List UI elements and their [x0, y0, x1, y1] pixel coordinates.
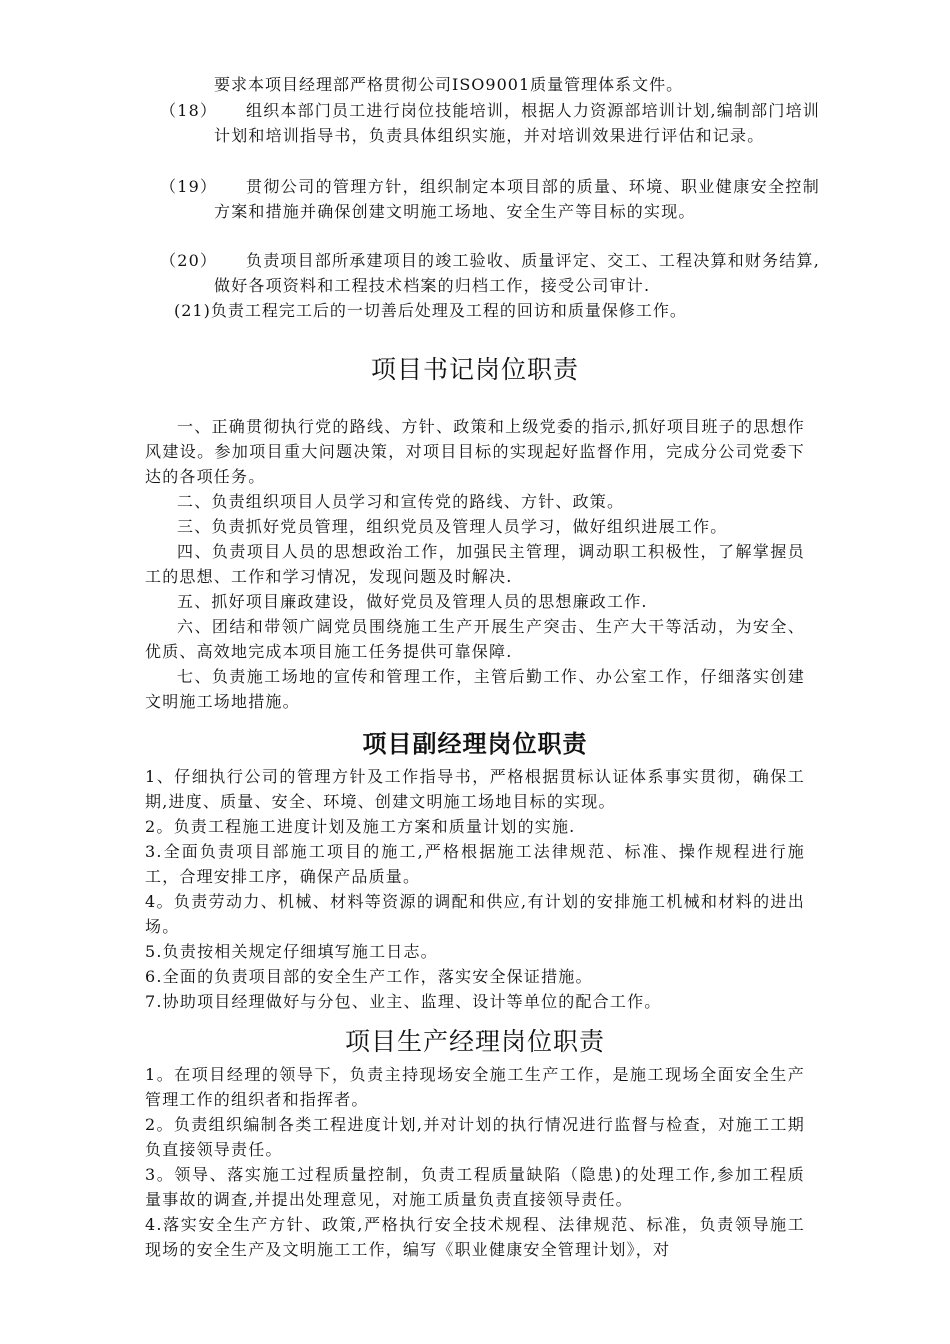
item-text: 组织本部门员工进行岗位技能培训，根据人力资源部培训计划,编制部门培训计划和培训指导书，负责具体组织实施，并对培训效果进行评估和记录。: [214, 101, 820, 145]
duty-paragraph: 3.全面负责项目部施工项目的施工,严格根据施工法律规范、标准、操作规程进行施工，合理安排工序，确保产品质量。: [145, 842, 805, 886]
duty-paragraph: 5.负责按相关规定仔细填写施工日志。: [145, 942, 438, 961]
item-number: （18）: [160, 101, 218, 120]
item-number: （19）: [160, 177, 218, 196]
duty-paragraph: 五、抓好项目廉政建设，做好党员及管理人员的思想廉政工作.: [177, 592, 648, 611]
continued-line: 要求本项目经理部严格贯彻公司ISO9001质量管理体系文件。: [214, 75, 684, 94]
deputy-duties: [145, 764, 805, 1014]
duty-paragraph: 七、负责施工场地的宣传和管理工作，主管后勤工作、办公室工作，仔细落实创建文明施工场地措施。: [145, 667, 805, 711]
duty-paragraph: 二、负责组织项目人员学习和宣传党的路线、方针、政策。: [177, 492, 625, 511]
duty-paragraph: 一、正确贯彻执行党的路线、方针、政策和上级党委的指示,抓好项目班子的思想作风建设。参加项目重大问题决策，对项目目标的实现起好监督作用，完成分公司党委下达的各项任务。: [145, 417, 805, 486]
duty-paragraph: 2。负责工程施工进度计划及施工方案和质量计划的实施.: [145, 817, 576, 836]
duty-paragraph: 1、仔细执行公司的管理方针及工作指导书，严格根据贯标认证体系事实贯彻，确保工期,进度、质量、安全、环境、创建文明施工场地目标的实现。: [145, 767, 805, 811]
section-title-deputy: 项目副经理岗位职责: [362, 729, 588, 758]
list-item-20: [160, 248, 820, 298]
duty-paragraph: 1。在项目经理的领导下，负责主持现场安全施工生产工作，是施工现场全面安全生产管理工作的组织者和指挥者。: [145, 1065, 805, 1109]
list-item-19: [160, 174, 820, 224]
duty-paragraph: 三、负责抓好党员管理，组织党员及管理人员学习，做好组织进展工作。: [177, 517, 728, 536]
duty-paragraph: 4。负责劳动力、机械、材料等资源的调配和供应,有计划的安排施工机械和材料的进出场。: [145, 892, 805, 936]
list-item-21: (21)负责工程完工后的一切善后处理及工程的回访和质量保修工作。: [174, 301, 687, 320]
section-title-production: 项目生产经理岗位职责: [344, 1027, 605, 1056]
duty-paragraph: 3。领导、落实施工过程质量控制，负责工程质量缺陷（隐患)的处理工作,参加工程质量事故的调查,并提出处理意见，对施工质量负责直接领导责任。: [145, 1165, 805, 1209]
item-text: 贯彻公司的管理方针，组织制定本项目部的质量、环境、职业健康安全控制方案和措施并确保创建文明施工场地、安全生产等目标的实现。: [214, 177, 820, 221]
duty-paragraph: 2。负责组织编制各类工程进度计划,并对计划的执行情况进行监督与检查，对施工工期负直接领导责任。: [145, 1115, 805, 1159]
duty-paragraph: 六、团结和带领广阔党员围绕施工生产开展生产突击、生产大干等活动，为安全、优质、高效地完成本项目施工任务提供可靠保障.: [145, 617, 805, 661]
duty-paragraph: 4.落实安全生产方针、政策,严格执行安全技术规程、法律规范、标准，负责领导施工现场的安全生产及文明施工工作，编写《职业健康安全管理计划》，对: [145, 1215, 805, 1259]
item-text: 负责项目部所承建项目的竣工验收、质量评定、交工、工程决算和财务结算,做好各项资料和工程技术档案的归档工作，接受公司审计.: [214, 251, 820, 295]
duty-paragraph: 6.全面的负责项目部的安全生产工作，落实安全保证措施。: [145, 967, 593, 986]
list-item-18: [160, 98, 820, 148]
secretary-duties: [145, 414, 805, 714]
section-title-secretary: 项目书记岗位职责: [370, 355, 579, 384]
production-duties: [145, 1062, 805, 1262]
item-number: （20）: [160, 251, 218, 270]
duty-paragraph: 7.协助项目经理做好与分包、业主、监理、设计等单位的配合工作。: [145, 992, 662, 1011]
duty-paragraph: 四、负责项目人员的思想政治工作，加强民主管理，调动职工积极性，了解掌握员工的思想、工作和学习情况，发现问题及时解决.: [145, 542, 805, 586]
